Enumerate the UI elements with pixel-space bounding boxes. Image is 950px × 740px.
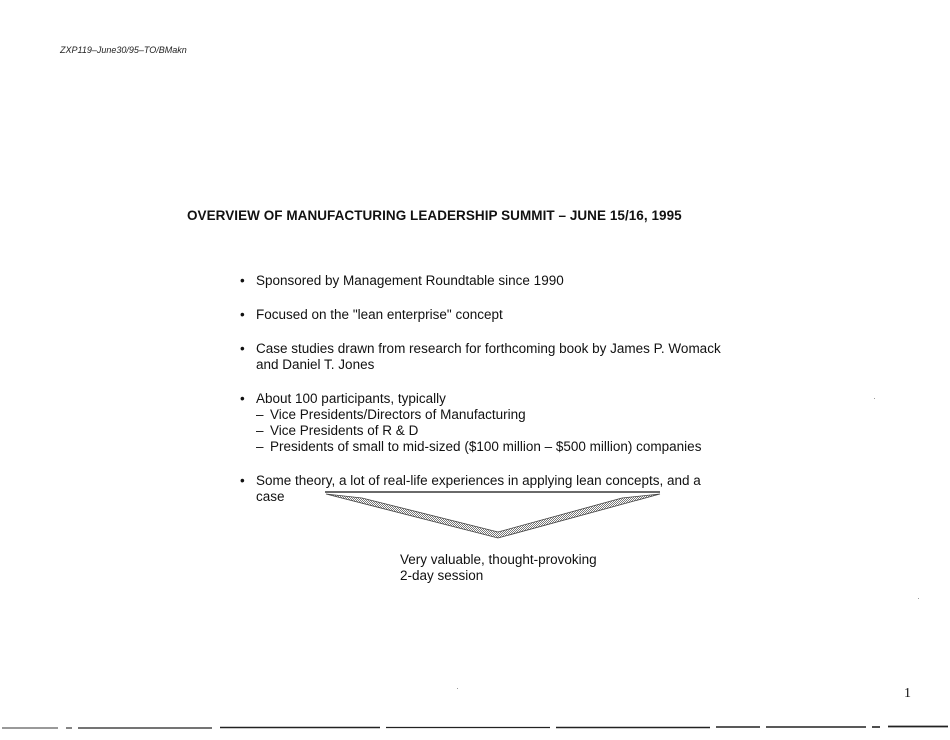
conclusion-text xyxy=(400,552,597,584)
bullet-icon: • xyxy=(240,473,245,488)
bullet-icon: • xyxy=(240,273,245,288)
bullet-text: Sponsored by Management Roundtable since 1990 xyxy=(256,273,564,288)
page-title: OVERVIEW OF MANUFACTURING LEADERSHIP SUMMIT – JUNE 15/16, 1995 xyxy=(187,208,682,223)
bullet-text-line: and Daniel T. Jones xyxy=(256,357,375,372)
conclusion-line: 2-day session xyxy=(400,568,484,583)
bullet-icon: • xyxy=(240,391,245,406)
bullet-text-line: Case studies drawn from research for forthcoming book by James P. Womack xyxy=(256,341,721,356)
scan-speck xyxy=(457,688,458,689)
sub-item-text: Vice Presidents/Directors of Manufacturing xyxy=(270,407,526,422)
sub-item xyxy=(256,439,758,455)
bullet-text-line: case xyxy=(256,489,285,504)
sub-item-text: Presidents of small to mid-sized ($100 million – $500 million) companies xyxy=(270,439,702,454)
bullet-item-participants xyxy=(238,391,758,455)
bullet-text-line: Some theory, a lot of real-life experiences in applying lean concepts, and a xyxy=(256,473,701,488)
sub-item-text: Vice Presidents of R & D xyxy=(270,423,419,438)
bullet-item-case-studies xyxy=(238,341,758,373)
conclusion-line: Very valuable, thought-provoking xyxy=(400,552,597,567)
dash-icon: – xyxy=(256,439,264,454)
sub-item xyxy=(256,407,758,423)
scan-speck xyxy=(918,598,919,599)
bullet-text: About 100 participants, typically xyxy=(256,391,446,406)
bullet-item-focus xyxy=(238,307,758,323)
dash-icon: – xyxy=(256,407,264,422)
dash-icon: – xyxy=(256,423,264,438)
footer-rule xyxy=(0,720,950,732)
bullet-icon: • xyxy=(240,307,245,322)
bullet-item-sponsorship xyxy=(238,273,758,289)
scan-speck xyxy=(874,398,875,399)
bullet-text: Focused on the "lean enterprise" concept xyxy=(256,307,503,322)
sub-item xyxy=(256,423,758,439)
page-number: 1 xyxy=(904,686,911,701)
bullet-list xyxy=(238,273,758,523)
bullet-icon: • xyxy=(240,341,245,356)
chevron-arrow-icon xyxy=(322,488,662,544)
document-id: ZXP119–June30/95–TO/BMakn xyxy=(60,45,187,55)
